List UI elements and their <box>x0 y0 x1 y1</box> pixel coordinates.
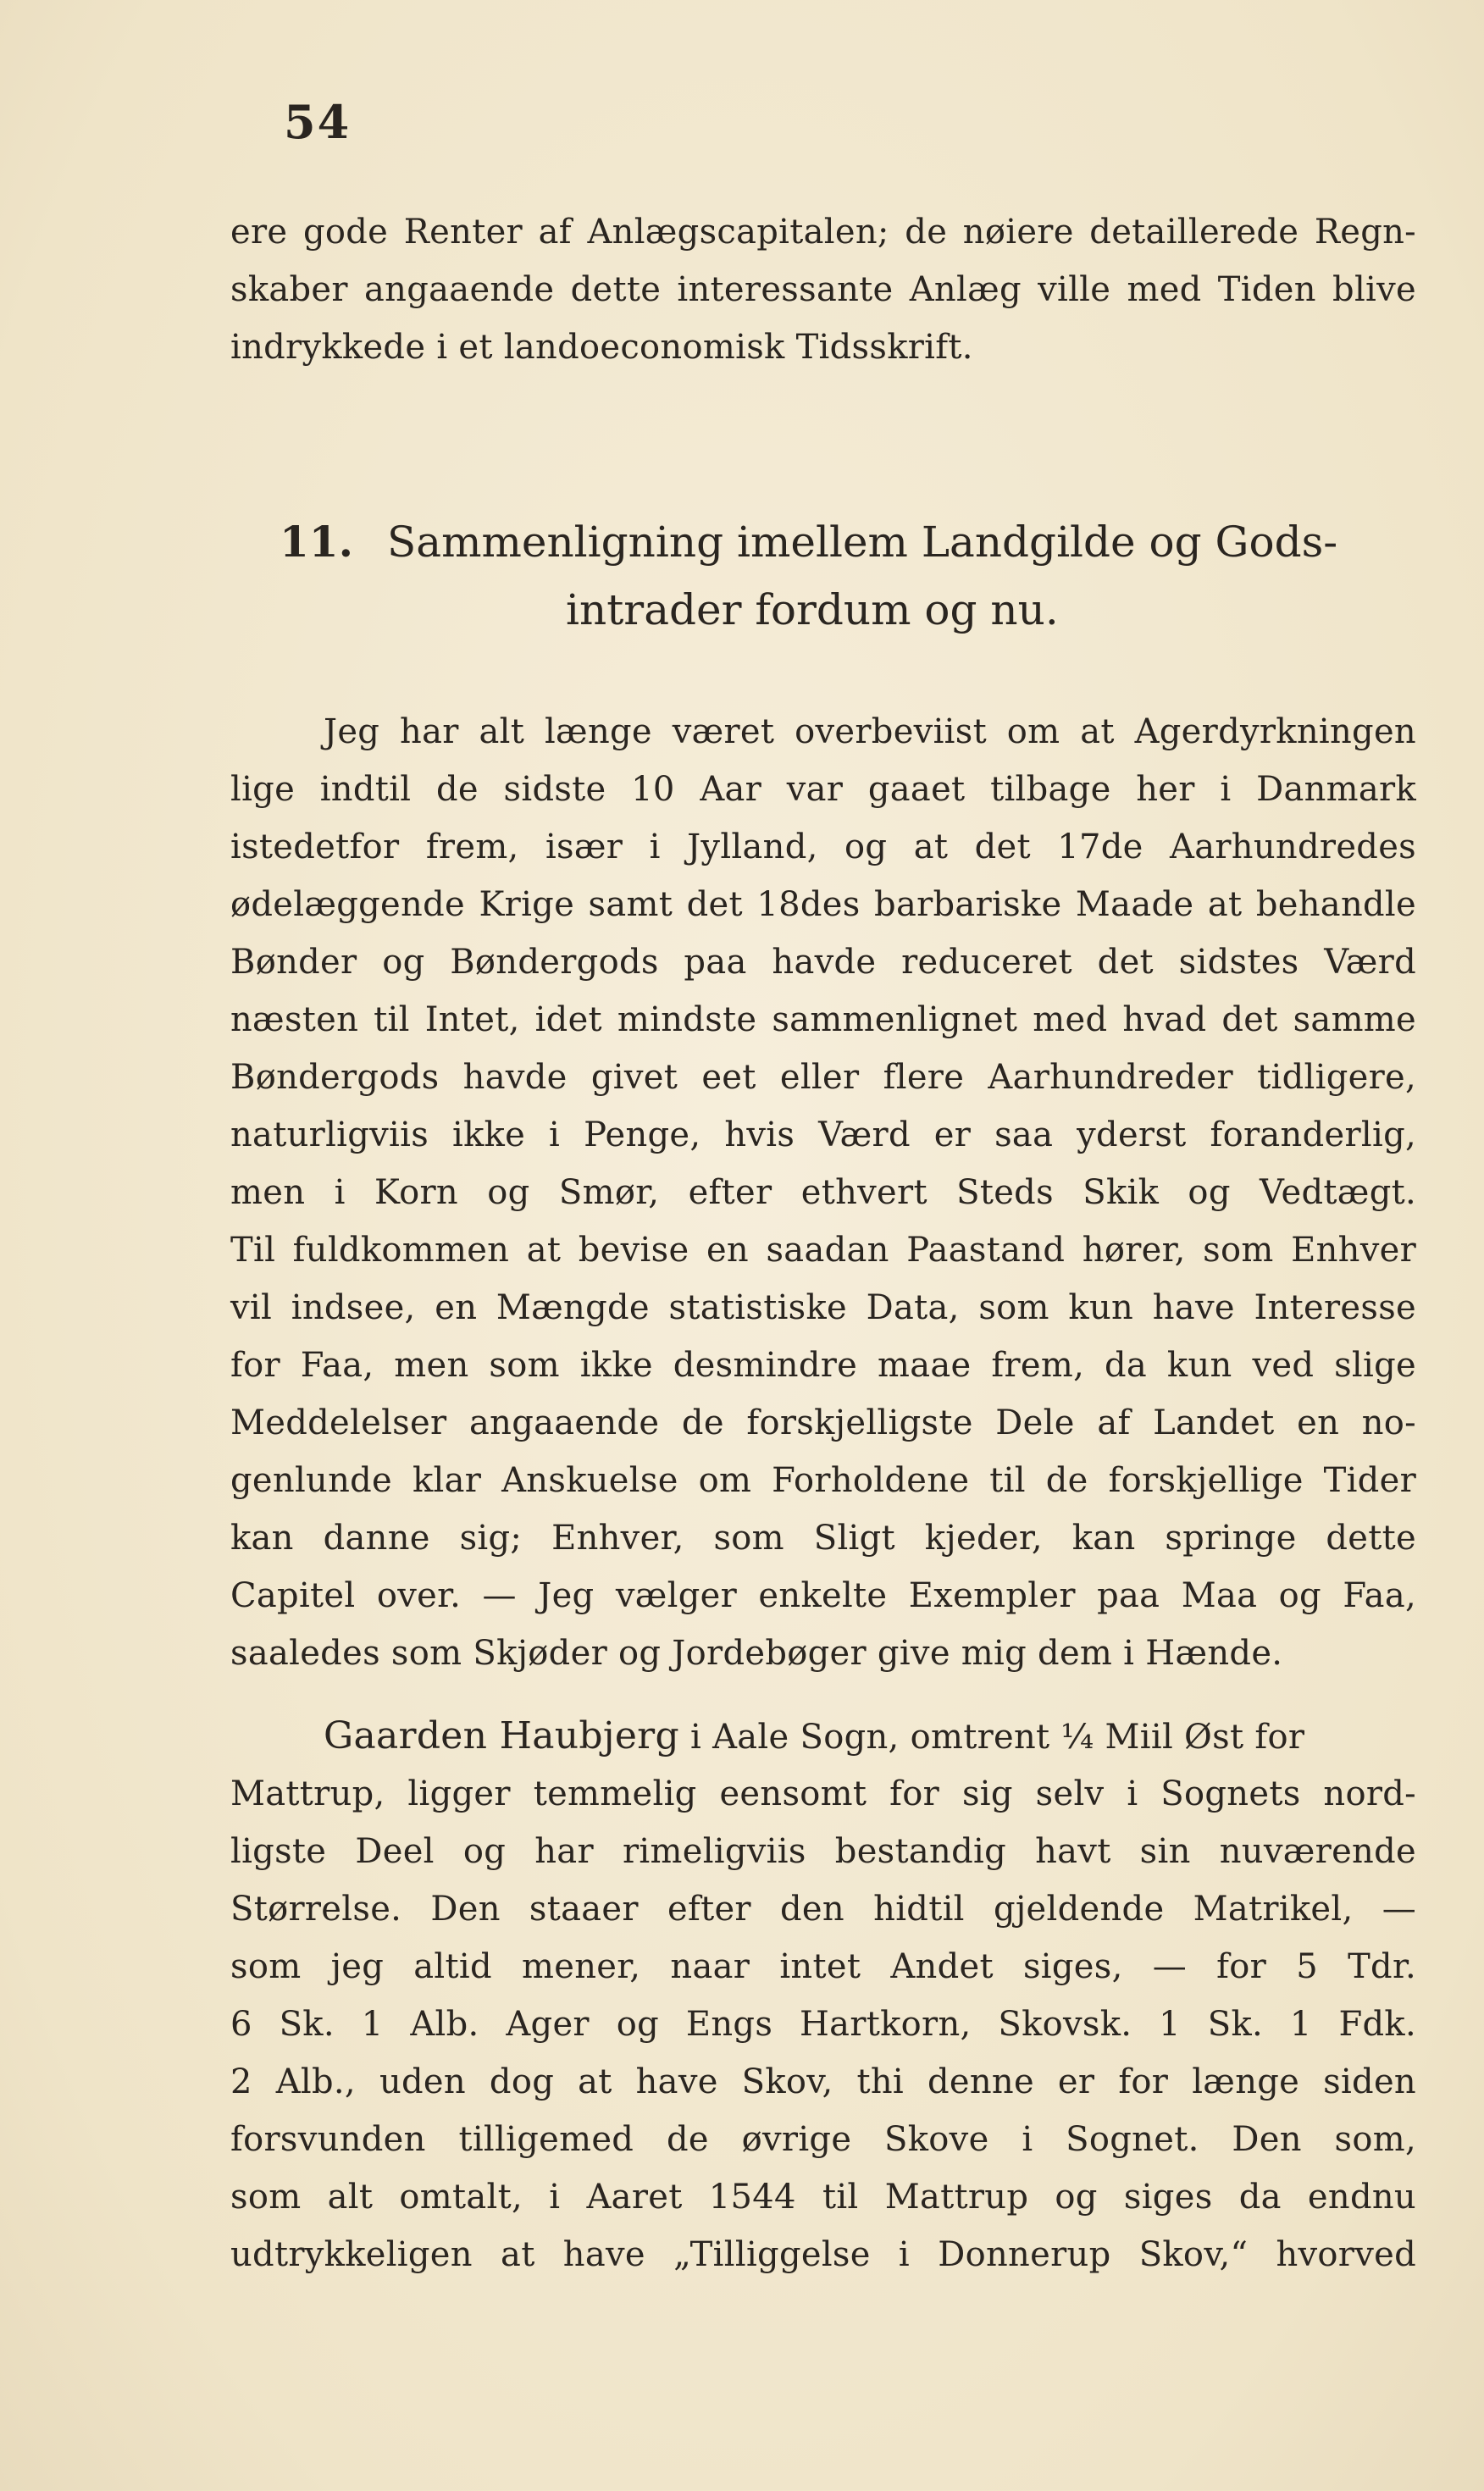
section-number: 11. <box>280 517 353 567</box>
text-line: genlunde klar Anskuelse om Forholdene til de forskjellige Tider <box>230 1461 1416 1500</box>
section-title-line1: Sammenligning imellem Landgilde og Gods- <box>387 518 1338 567</box>
text-line: naturligviis ikke i Penge, hvis Værd er saa yderst foranderlig, <box>230 1115 1416 1154</box>
text-line: Bøndergods havde givet eet eller flere Aarhundreder tidligere, <box>230 1058 1416 1097</box>
text-line: Capitel over. — Jeg vælger enkelte Exempler paa Maa og Faa, <box>230 1576 1416 1615</box>
text-line: indrykkede i et landoeconomisk Tidsskrift. <box>230 328 973 367</box>
text-line: næsten til Intet, idet mindste sammenlignet med hvad det samme <box>230 1000 1416 1039</box>
text-line: ødelæggende Krige samt det 18des barbariske Maade at behandle <box>230 885 1416 924</box>
text-line: vil indsee, en Mængde statistiske Data, som kun have Interesse <box>230 1288 1416 1327</box>
intro-paragraph <box>230 203 1416 376</box>
text-line: for Faa, men som ikke desmindre maae frem, da kun ved slige <box>230 1346 1416 1385</box>
text-line: 2 Alb., uden dog at have Skov, thi denne er for længe siden <box>230 2062 1416 2101</box>
text-line: Meddelelser angaaende de forskjelligste Dele af Landet en no- <box>230 1403 1416 1442</box>
text-fragment: i Aale Sogn, omtrent ¼ Miil Øst for <box>678 1718 1305 1757</box>
section-title-line2: intrader fordum og nu. <box>566 585 1059 634</box>
text-line: saaledes som Skjøder og Jordebøger give mig dem i Hænde. <box>230 1634 1283 1673</box>
text-line: 6 Sk. 1 Alb. Ager og Engs Hartkorn, Skovsk. 1 Sk. 1 Fdk. <box>230 2005 1416 2044</box>
text-line: som jeg altid mener, naar intet Andet siges, — for 5 Tdr. <box>230 1947 1416 1986</box>
page-number: 54 <box>284 95 352 149</box>
text-line: kan danne sig; Enhver, som Sligt kjeder, kan springe dette <box>230 1519 1416 1558</box>
text-line: ligste Deel og har rimeligviis bestandig havt sin nuværende <box>230 1832 1416 1871</box>
text-line: som alt omtalt, i Aaret 1544 til Mattrup og siges da endnu <box>230 2178 1416 2217</box>
text-line: ere gode Renter af Anlægscapitalen; de nøiere detaillerede Regn- <box>230 213 1416 252</box>
text-line: Til fuldkommen at bevise en saadan Paastand hører, som Enhver <box>230 1231 1416 1270</box>
text-line <box>230 1708 1416 1765</box>
text-line: men i Korn og Smør, efter ethvert Steds Skik og Vedtægt. <box>230 1173 1416 1212</box>
text-line: Størrelse. Den staaer efter den hidtil gjeldende Matrikel, — <box>230 1890 1416 1929</box>
text-line: istedetfor frem, især i Jylland, og at det 17de Aarhundredes <box>230 828 1416 866</box>
text-line: forsvunden tilligemed de øvrige Skove i Sognet. Den som, <box>230 2120 1416 2159</box>
text-line: Mattrup, ligger temmelig eensomt for sig selv i Sognets nord- <box>230 1774 1416 1813</box>
text-line: Jeg har alt længe været overbeviist om at Agerdyrkningen <box>324 712 1416 751</box>
farm-name: Gaarden Haubjerg <box>324 1714 679 1758</box>
text-line: udtrykkeligen at have „Tilliggelse i Donnerup Skov,“ hvorved <box>230 2235 1416 2274</box>
paragraph-2 <box>230 1708 1416 2283</box>
paragraph-1 <box>230 703 1416 1682</box>
text-line: Bønder og Bøndergods paa havde reduceret det sidstes Værd <box>230 943 1416 982</box>
text-line: lige indtil de sidste 10 Aar var gaaet tilbage her i Danmark <box>230 770 1416 809</box>
section-heading <box>280 508 1415 644</box>
text-line: skaber angaaende dette interessante Anlæg ville med Tiden blive <box>230 270 1416 309</box>
